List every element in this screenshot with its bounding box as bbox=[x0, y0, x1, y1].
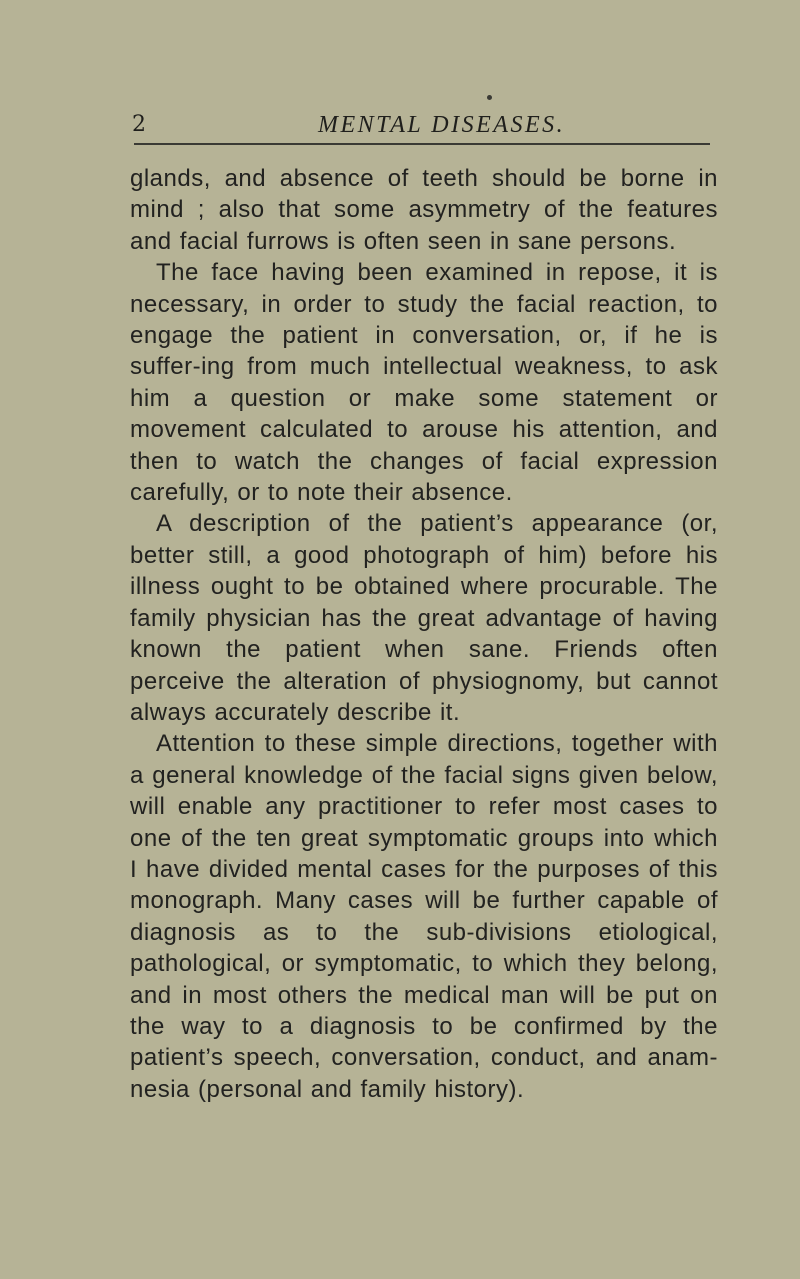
paragraph-facial-reaction: The face having been examined in repose, it is necessary, in order to study the facial reaction, to engage the patient in conversation, or, if he is suffer-ing from much intellectual weakness, to ask him a question or make some statement or movement calculated to arouse his attention, and then to watch the changes of facial expression carefully, or to note their absence. bbox=[130, 259, 718, 507]
body-text bbox=[130, 163, 718, 1105]
paragraph-directions: Attention to these simple directions, together with a general knowledge of the facial signs given below, will enable any practitioner to refer most cases to one of the ten great symptomatic groups into which I have divided mental cases for the purposes of this monograph. Many cases will be further capable of diagnosis as to the sub-divisions etiological, pathological, or symptomatic, to which they belong, and in most others the medical man will be put on the way to a diagnosis to be confirmed by the patient’s speech, conversation, conduct, and anam-nesia (personal and family history). bbox=[130, 730, 718, 1103]
running-title: MENTAL DISEASES. bbox=[318, 112, 566, 138]
paragraph-patient-description: A description of the patient’s appearance (or, better still, a good photograph of him) before his illness ought to be obtained where procurable. The family physician has the great advantage of having known the patient when sane. Friends often perceive the alteration of physiognomy, but cannot always accurately describe it. bbox=[130, 510, 718, 726]
header-rule bbox=[134, 143, 710, 145]
page-header bbox=[0, 112, 800, 142]
paragraph-continuation: glands, and absence of teeth should be borne in mind ; also that some asymmetry of the features and facial furrows is often seen in sane persons. bbox=[130, 165, 718, 255]
ink-speck bbox=[487, 95, 492, 100]
page-number: 2 bbox=[132, 112, 146, 137]
